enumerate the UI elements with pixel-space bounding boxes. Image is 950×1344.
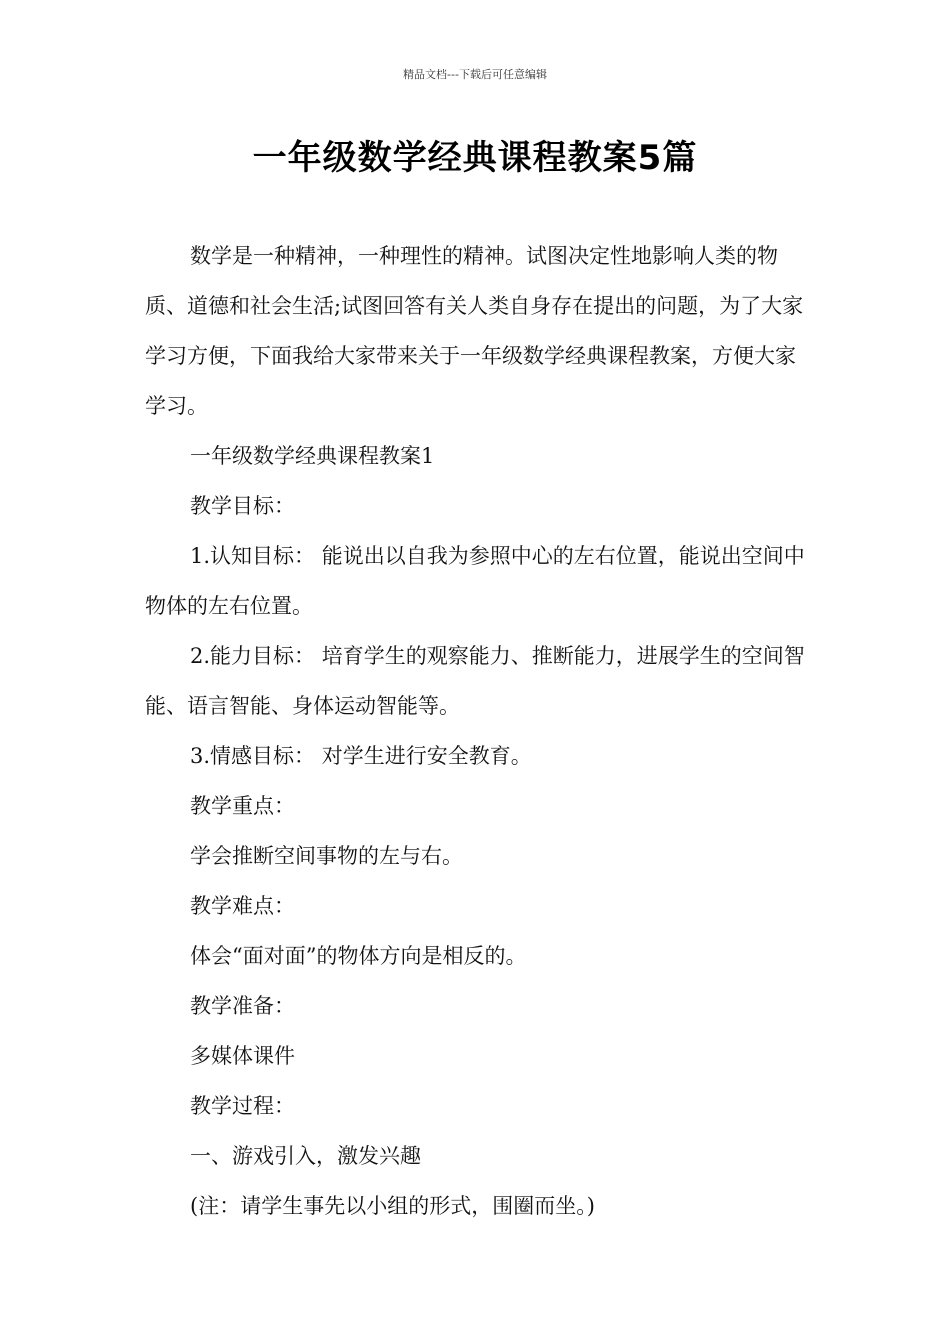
- label-difficulties: 教学难点：: [190, 894, 295, 918]
- goal-ability: 2.能力目标： 培育学生的观察能力、推断能力，进展学生的空间智能、语言智能、身体运动智能等。: [145, 644, 805, 718]
- label-teaching-goals: 教学目标：: [190, 494, 295, 518]
- goal-cognitive: 1.认知目标： 能说出以自我为参照中心的左右位置，能说出空间中物体的左右位置。: [145, 544, 805, 618]
- key-points-text: 学会推断空间事物的左与右。: [190, 844, 463, 868]
- section-heading: 一年级数学经典课程教案1: [190, 444, 435, 468]
- label-preparation: 教学准备：: [190, 994, 295, 1018]
- process-step-1: 一、游戏引入，激发兴趣: [190, 1144, 421, 1168]
- difficulties-text: 体会“面对面”的物体方向是相反的。: [190, 944, 527, 968]
- label-key-points: 教学重点：: [190, 794, 295, 818]
- document-title: 一年级数学经典课程教案5篇: [252, 138, 698, 178]
- intro-paragraph: 数学是一种精神，一种理性的精神。试图决定性地影响人类的物质、道德和社会生活;试图回答有关人类自身存在提出的问题，为了大家学习方便，下面我给大家带来关于一年级数学经典课程教案，方便大家学习。: [145, 244, 804, 418]
- preparation-text: 多媒体课件: [190, 1044, 295, 1068]
- document-body: [145, 231, 810, 1231]
- goal-emotional: 3.情感目标： 对学生进行安全教育。: [190, 744, 532, 768]
- page-header: 精品文档---下载后可任意编辑: [403, 68, 547, 81]
- process-note: (注：请学生事先以小组的形式，围圈而坐。): [190, 1194, 595, 1218]
- label-process: 教学过程：: [190, 1094, 295, 1118]
